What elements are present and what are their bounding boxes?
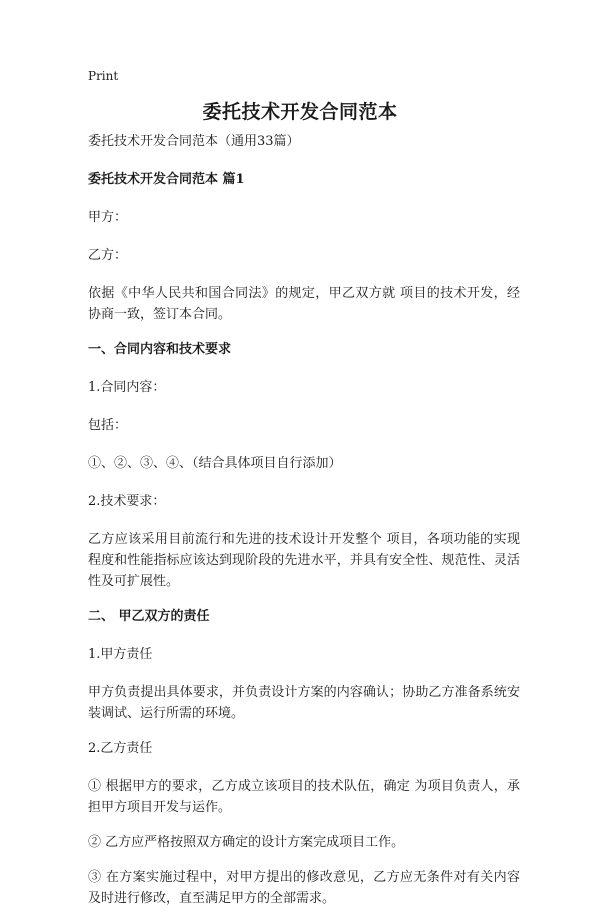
document-subtitle: 委托技术开发合同范本（通用33篇） bbox=[88, 134, 300, 149]
intro-paragraph: 依据《中华人民共和国合同法》的规定，甲乙双方就 项目的技术开发，经协商一致，签订本合同。 bbox=[88, 286, 520, 322]
item-contract-content: 1.合同内容： bbox=[88, 380, 166, 395]
party-b-responsibility-3: ③ 在方案实施过程中，对甲方提出的修改意见，乙方应无条件对有关内容及时进行修改，直至满足甲方的全部需求。 bbox=[88, 870, 520, 906]
tech-requirements-paragraph: 乙方应该采用目前流行和先进的技术设计开发整个 项目，各项功能的实现程度和性能指标应该达到现阶段的先进水平，并具有安全性、规范性、灵活性及可扩展性。 bbox=[88, 532, 520, 589]
party-b-responsibility-1: ① 根据甲方的要求，乙方成立该项目的技术队伍，确定 为项目负责人，承担甲方项目开发与运作。 bbox=[88, 779, 520, 815]
section-title: 委托技术开发合同范本 篇1 bbox=[88, 172, 245, 187]
party-b-responsibility-2: ② 乙方应严格按照双方确定的设计方案完成项目工作。 bbox=[88, 835, 405, 850]
party-a-responsibility-title: 1.甲方责任 bbox=[88, 647, 153, 662]
party-b-line: 乙方： bbox=[88, 248, 128, 263]
party-b-responsibility-title: 2.乙方责任 bbox=[88, 741, 153, 756]
document-title: 委托技术开发合同范本 bbox=[202, 101, 398, 123]
document-body bbox=[88, 131, 520, 923]
enumeration-line: ①、②、③、④、（结合具体项目自行添加） bbox=[88, 456, 342, 471]
heading-responsibilities: 二、 甲乙双方的责任 bbox=[88, 609, 210, 624]
includes-line: 包括： bbox=[88, 418, 128, 433]
print-label: Print bbox=[88, 69, 119, 83]
heading-contract-content: 一、合同内容和技术要求 bbox=[88, 342, 232, 357]
item-tech-requirements: 2.技术要求： bbox=[88, 494, 166, 509]
party-a-responsibility-text: 甲方负责提出具体要求，并负责设计方案的内容确认；协助乙方准备系统安装调试、运行所需的环境。 bbox=[88, 685, 520, 721]
party-a-line: 甲方： bbox=[88, 210, 128, 225]
